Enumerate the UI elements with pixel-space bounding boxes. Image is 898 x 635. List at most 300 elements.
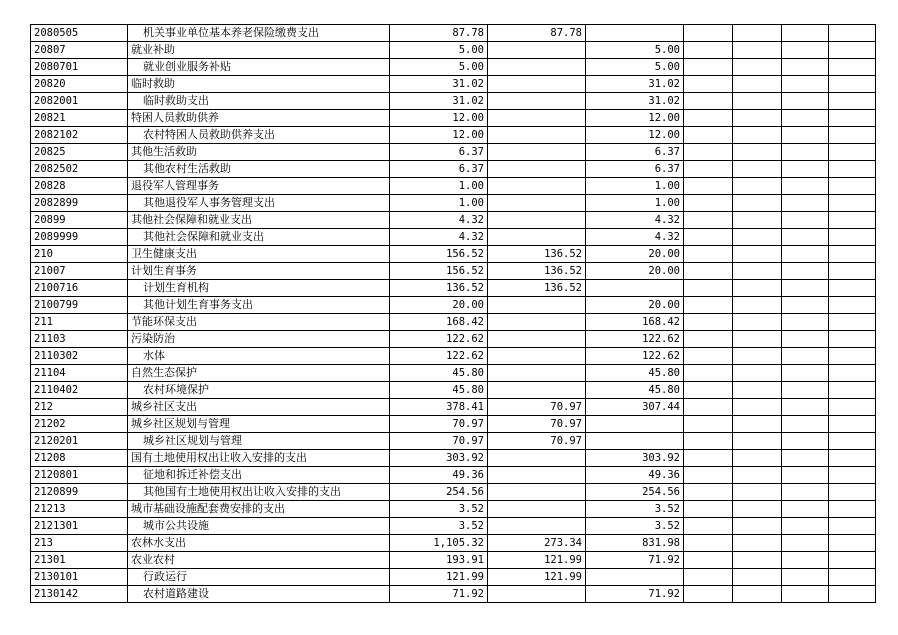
table-row — [31, 280, 876, 297]
table-row — [31, 535, 876, 552]
subject-name-cell: 行政运行 — [128, 569, 390, 586]
table-row — [31, 501, 876, 518]
project-expenditure-cell: 831.98 — [586, 535, 684, 552]
project-expenditure-cell — [586, 433, 684, 450]
empty-cell — [829, 195, 876, 212]
empty-cell — [782, 161, 829, 178]
empty-cell — [733, 25, 782, 42]
total-amount-cell: 122.62 — [390, 348, 488, 365]
subject-name-cell: 其他社会保障和就业支出 — [128, 229, 390, 246]
subject-code-cell: 21202 — [31, 416, 128, 433]
subject-name-cell: 农林水支出 — [128, 535, 390, 552]
empty-cell — [782, 348, 829, 365]
empty-cell — [782, 518, 829, 535]
subject-code-cell: 2130101 — [31, 569, 128, 586]
empty-cell — [733, 569, 782, 586]
empty-cell — [829, 433, 876, 450]
empty-cell — [684, 382, 733, 399]
subject-code-cell: 211 — [31, 314, 128, 331]
empty-cell — [829, 331, 876, 348]
subject-code-cell: 2100799 — [31, 297, 128, 314]
table-row — [31, 59, 876, 76]
table-row — [31, 331, 876, 348]
table-row — [31, 42, 876, 59]
total-amount-cell: 71.92 — [390, 586, 488, 603]
subject-name-cell: 污染防治 — [128, 331, 390, 348]
empty-cell — [733, 59, 782, 76]
project-expenditure-cell: 254.56 — [586, 484, 684, 501]
empty-cell — [684, 280, 733, 297]
total-amount-cell: 6.37 — [390, 161, 488, 178]
subject-name-cell: 农村特困人员救助供养支出 — [128, 127, 390, 144]
project-expenditure-cell: 45.80 — [586, 365, 684, 382]
subject-code-cell: 210 — [31, 246, 128, 263]
subject-code-cell: 20828 — [31, 178, 128, 195]
subject-name-cell: 退役军人管理事务 — [128, 178, 390, 195]
empty-cell — [829, 76, 876, 93]
table-row — [31, 110, 876, 127]
subject-code-cell: 20820 — [31, 76, 128, 93]
project-expenditure-cell — [586, 416, 684, 433]
empty-cell — [733, 501, 782, 518]
basic-expenditure-cell — [488, 297, 586, 314]
project-expenditure-cell: 6.37 — [586, 144, 684, 161]
basic-expenditure-cell: 121.99 — [488, 552, 586, 569]
empty-cell — [733, 433, 782, 450]
empty-cell — [733, 263, 782, 280]
subject-name-cell: 农村环境保护 — [128, 382, 390, 399]
total-amount-cell: 3.52 — [390, 501, 488, 518]
empty-cell — [829, 450, 876, 467]
empty-cell — [733, 348, 782, 365]
project-expenditure-cell: 3.52 — [586, 501, 684, 518]
empty-cell — [684, 229, 733, 246]
subject-name-cell: 征地和拆迁补偿支出 — [128, 467, 390, 484]
empty-cell — [733, 195, 782, 212]
empty-cell — [684, 93, 733, 110]
basic-expenditure-cell: 121.99 — [488, 569, 586, 586]
total-amount-cell: 4.32 — [390, 229, 488, 246]
subject-code-cell: 2082899 — [31, 195, 128, 212]
empty-cell — [829, 501, 876, 518]
project-expenditure-cell: 49.36 — [586, 467, 684, 484]
empty-cell — [684, 263, 733, 280]
empty-cell — [684, 501, 733, 518]
empty-cell — [829, 127, 876, 144]
project-expenditure-cell: 4.32 — [586, 212, 684, 229]
empty-cell — [733, 467, 782, 484]
empty-cell — [684, 399, 733, 416]
project-expenditure-cell: 20.00 — [586, 297, 684, 314]
total-amount-cell: 122.62 — [390, 331, 488, 348]
total-amount-cell: 303.92 — [390, 450, 488, 467]
project-expenditure-cell: 5.00 — [586, 42, 684, 59]
total-amount-cell: 1.00 — [390, 178, 488, 195]
table-body — [31, 25, 876, 603]
subject-name-cell: 节能环保支出 — [128, 314, 390, 331]
empty-cell — [829, 178, 876, 195]
total-amount-cell: 70.97 — [390, 416, 488, 433]
table-row — [31, 586, 876, 603]
empty-cell — [829, 365, 876, 382]
table-row — [31, 569, 876, 586]
total-amount-cell: 45.80 — [390, 365, 488, 382]
basic-expenditure-cell — [488, 586, 586, 603]
project-expenditure-cell: 12.00 — [586, 110, 684, 127]
empty-cell — [684, 586, 733, 603]
empty-cell — [829, 484, 876, 501]
empty-cell — [733, 76, 782, 93]
empty-cell — [782, 450, 829, 467]
empty-cell — [829, 161, 876, 178]
basic-expenditure-cell: 136.52 — [488, 263, 586, 280]
basic-expenditure-cell — [488, 76, 586, 93]
table-row — [31, 93, 876, 110]
subject-code-cell: 2080505 — [31, 25, 128, 42]
subject-code-cell: 2082102 — [31, 127, 128, 144]
subject-name-cell: 其他农村生活救助 — [128, 161, 390, 178]
project-expenditure-cell: 71.92 — [586, 586, 684, 603]
subject-code-cell: 2082001 — [31, 93, 128, 110]
table-row — [31, 552, 876, 569]
total-amount-cell: 156.52 — [390, 246, 488, 263]
empty-cell — [782, 399, 829, 416]
subject-code-cell: 21301 — [31, 552, 128, 569]
empty-cell — [782, 314, 829, 331]
subject-name-cell: 卫生健康支出 — [128, 246, 390, 263]
empty-cell — [733, 229, 782, 246]
basic-expenditure-cell — [488, 484, 586, 501]
subject-name-cell: 其他社会保障和就业支出 — [128, 212, 390, 229]
total-amount-cell: 3.52 — [390, 518, 488, 535]
empty-cell — [684, 195, 733, 212]
table-row — [31, 433, 876, 450]
total-amount-cell: 31.02 — [390, 76, 488, 93]
basic-expenditure-cell: 136.52 — [488, 280, 586, 297]
project-expenditure-cell — [586, 280, 684, 297]
empty-cell — [684, 365, 733, 382]
empty-cell — [733, 365, 782, 382]
empty-cell — [782, 297, 829, 314]
empty-cell — [829, 229, 876, 246]
subject-name-cell: 计划生育事务 — [128, 263, 390, 280]
empty-cell — [829, 416, 876, 433]
basic-expenditure-cell — [488, 314, 586, 331]
total-amount-cell: 5.00 — [390, 42, 488, 59]
table-row — [31, 348, 876, 365]
empty-cell — [684, 467, 733, 484]
total-amount-cell: 49.36 — [390, 467, 488, 484]
total-amount-cell: 136.52 — [390, 280, 488, 297]
subject-name-cell: 城乡社区支出 — [128, 399, 390, 416]
basic-expenditure-cell: 87.78 — [488, 25, 586, 42]
empty-cell — [829, 586, 876, 603]
subject-name-cell: 临时救助支出 — [128, 93, 390, 110]
empty-cell — [829, 552, 876, 569]
empty-cell — [733, 212, 782, 229]
empty-cell — [829, 59, 876, 76]
subject-code-cell: 2100716 — [31, 280, 128, 297]
table-row — [31, 365, 876, 382]
subject-name-cell: 其他计划生育事务支出 — [128, 297, 390, 314]
total-amount-cell: 45.80 — [390, 382, 488, 399]
empty-cell — [782, 263, 829, 280]
empty-cell — [829, 314, 876, 331]
project-expenditure-cell: 1.00 — [586, 178, 684, 195]
empty-cell — [782, 535, 829, 552]
total-amount-cell: 87.78 — [390, 25, 488, 42]
table-row — [31, 212, 876, 229]
table-row — [31, 484, 876, 501]
empty-cell — [684, 76, 733, 93]
empty-cell — [782, 552, 829, 569]
empty-cell — [684, 450, 733, 467]
empty-cell — [782, 144, 829, 161]
basic-expenditure-cell — [488, 365, 586, 382]
empty-cell — [684, 212, 733, 229]
basic-expenditure-cell — [488, 518, 586, 535]
project-expenditure-cell: 31.02 — [586, 76, 684, 93]
subject-name-cell: 机关事业单位基本养老保险缴费支出 — [128, 25, 390, 42]
total-amount-cell: 4.32 — [390, 212, 488, 229]
table-row — [31, 246, 876, 263]
subject-name-cell: 就业创业服务补贴 — [128, 59, 390, 76]
table-row — [31, 229, 876, 246]
empty-cell — [782, 382, 829, 399]
total-amount-cell: 168.42 — [390, 314, 488, 331]
empty-cell — [782, 110, 829, 127]
subject-name-cell: 其他退役军人事务管理支出 — [128, 195, 390, 212]
basic-expenditure-cell — [488, 501, 586, 518]
table-row — [31, 76, 876, 93]
empty-cell — [684, 484, 733, 501]
total-amount-cell: 12.00 — [390, 127, 488, 144]
empty-cell — [733, 450, 782, 467]
empty-cell — [733, 382, 782, 399]
subject-code-cell: 2089999 — [31, 229, 128, 246]
project-expenditure-cell: 122.62 — [586, 348, 684, 365]
empty-cell — [782, 433, 829, 450]
project-expenditure-cell: 71.92 — [586, 552, 684, 569]
total-amount-cell: 121.99 — [390, 569, 488, 586]
basic-expenditure-cell — [488, 59, 586, 76]
subject-code-cell: 21103 — [31, 331, 128, 348]
empty-cell — [782, 569, 829, 586]
subject-name-cell: 其他生活救助 — [128, 144, 390, 161]
project-expenditure-cell — [586, 25, 684, 42]
total-amount-cell: 254.56 — [390, 484, 488, 501]
empty-cell — [684, 42, 733, 59]
table-row — [31, 127, 876, 144]
empty-cell — [829, 212, 876, 229]
basic-expenditure-cell: 70.97 — [488, 416, 586, 433]
empty-cell — [684, 535, 733, 552]
subject-name-cell: 农业农村 — [128, 552, 390, 569]
subject-code-cell: 2080701 — [31, 59, 128, 76]
table-row — [31, 518, 876, 535]
table-row — [31, 382, 876, 399]
empty-cell — [733, 161, 782, 178]
basic-expenditure-cell: 136.52 — [488, 246, 586, 263]
empty-cell — [829, 110, 876, 127]
subject-name-cell: 就业补助 — [128, 42, 390, 59]
empty-cell — [829, 297, 876, 314]
subject-name-cell: 计划生育机构 — [128, 280, 390, 297]
empty-cell — [684, 314, 733, 331]
basic-expenditure-cell — [488, 212, 586, 229]
empty-cell — [733, 297, 782, 314]
subject-name-cell: 特困人员救助供养 — [128, 110, 390, 127]
table-row — [31, 450, 876, 467]
table-row — [31, 25, 876, 42]
subject-name-cell: 临时救助 — [128, 76, 390, 93]
empty-cell — [733, 178, 782, 195]
subject-code-cell: 2110402 — [31, 382, 128, 399]
subject-code-cell: 20899 — [31, 212, 128, 229]
empty-cell — [733, 331, 782, 348]
empty-cell — [782, 365, 829, 382]
empty-cell — [733, 518, 782, 535]
total-amount-cell: 156.52 — [390, 263, 488, 280]
total-amount-cell: 378.41 — [390, 399, 488, 416]
basic-expenditure-cell: 70.97 — [488, 433, 586, 450]
total-amount-cell: 1.00 — [390, 195, 488, 212]
empty-cell — [684, 144, 733, 161]
empty-cell — [684, 348, 733, 365]
subject-code-cell: 2120899 — [31, 484, 128, 501]
empty-cell — [782, 178, 829, 195]
subject-code-cell: 2120201 — [31, 433, 128, 450]
subject-name-cell: 自然生态保护 — [128, 365, 390, 382]
empty-cell — [782, 586, 829, 603]
empty-cell — [684, 127, 733, 144]
total-amount-cell: 1,105.32 — [390, 535, 488, 552]
empty-cell — [829, 535, 876, 552]
subject-code-cell: 20825 — [31, 144, 128, 161]
empty-cell — [782, 59, 829, 76]
table-row — [31, 178, 876, 195]
project-expenditure-cell: 1.00 — [586, 195, 684, 212]
table-row — [31, 314, 876, 331]
total-amount-cell: 12.00 — [390, 110, 488, 127]
total-amount-cell: 20.00 — [390, 297, 488, 314]
project-expenditure-cell: 303.92 — [586, 450, 684, 467]
subject-name-cell: 城市公共设施 — [128, 518, 390, 535]
subject-code-cell: 21213 — [31, 501, 128, 518]
project-expenditure-cell — [586, 569, 684, 586]
subject-name-cell: 水体 — [128, 348, 390, 365]
project-expenditure-cell: 168.42 — [586, 314, 684, 331]
empty-cell — [829, 246, 876, 263]
subject-code-cell: 2082502 — [31, 161, 128, 178]
project-expenditure-cell: 122.62 — [586, 331, 684, 348]
empty-cell — [684, 416, 733, 433]
empty-cell — [829, 518, 876, 535]
empty-cell — [782, 501, 829, 518]
table-row — [31, 297, 876, 314]
total-amount-cell: 6.37 — [390, 144, 488, 161]
subject-name-cell: 其他国有土地使用权出让收入安排的支出 — [128, 484, 390, 501]
empty-cell — [782, 416, 829, 433]
empty-cell — [733, 416, 782, 433]
empty-cell — [733, 484, 782, 501]
empty-cell — [829, 348, 876, 365]
subject-code-cell: 2120801 — [31, 467, 128, 484]
project-expenditure-cell: 31.02 — [586, 93, 684, 110]
basic-expenditure-cell — [488, 331, 586, 348]
subject-name-cell: 城市基础设施配套费安排的支出 — [128, 501, 390, 518]
empty-cell — [782, 93, 829, 110]
basic-expenditure-cell — [488, 93, 586, 110]
empty-cell — [684, 25, 733, 42]
empty-cell — [684, 246, 733, 263]
empty-cell — [733, 110, 782, 127]
subject-name-cell: 国有土地使用权出让收入安排的支出 — [128, 450, 390, 467]
empty-cell — [733, 93, 782, 110]
basic-expenditure-cell — [488, 144, 586, 161]
empty-cell — [782, 467, 829, 484]
empty-cell — [733, 399, 782, 416]
project-expenditure-cell: 4.32 — [586, 229, 684, 246]
basic-expenditure-cell — [488, 382, 586, 399]
subject-code-cell: 20807 — [31, 42, 128, 59]
basic-expenditure-cell: 273.34 — [488, 535, 586, 552]
empty-cell — [782, 42, 829, 59]
project-expenditure-cell: 20.00 — [586, 263, 684, 280]
empty-cell — [733, 535, 782, 552]
empty-cell — [684, 59, 733, 76]
subject-code-cell: 213 — [31, 535, 128, 552]
table-row — [31, 263, 876, 280]
total-amount-cell: 70.97 — [390, 433, 488, 450]
empty-cell — [829, 399, 876, 416]
project-expenditure-cell: 6.37 — [586, 161, 684, 178]
budget-expenditure-table — [30, 24, 876, 603]
total-amount-cell: 5.00 — [390, 59, 488, 76]
empty-cell — [782, 195, 829, 212]
subject-code-cell: 2110302 — [31, 348, 128, 365]
empty-cell — [684, 297, 733, 314]
basic-expenditure-cell — [488, 195, 586, 212]
table-row — [31, 161, 876, 178]
basic-expenditure-cell — [488, 348, 586, 365]
table-row — [31, 467, 876, 484]
empty-cell — [733, 246, 782, 263]
project-expenditure-cell: 307.44 — [586, 399, 684, 416]
empty-cell — [782, 229, 829, 246]
empty-cell — [782, 246, 829, 263]
empty-cell — [829, 382, 876, 399]
table-row — [31, 195, 876, 212]
basic-expenditure-cell — [488, 161, 586, 178]
basic-expenditure-cell — [488, 178, 586, 195]
empty-cell — [829, 280, 876, 297]
empty-cell — [733, 314, 782, 331]
empty-cell — [829, 25, 876, 42]
empty-cell — [782, 484, 829, 501]
empty-cell — [829, 263, 876, 280]
project-expenditure-cell: 45.80 — [586, 382, 684, 399]
subject-code-cell: 212 — [31, 399, 128, 416]
subject-code-cell: 20821 — [31, 110, 128, 127]
basic-expenditure-cell — [488, 42, 586, 59]
basic-expenditure-cell — [488, 127, 586, 144]
subject-code-cell: 2130142 — [31, 586, 128, 603]
empty-cell — [733, 127, 782, 144]
empty-cell — [782, 127, 829, 144]
empty-cell — [782, 280, 829, 297]
table-row — [31, 416, 876, 433]
